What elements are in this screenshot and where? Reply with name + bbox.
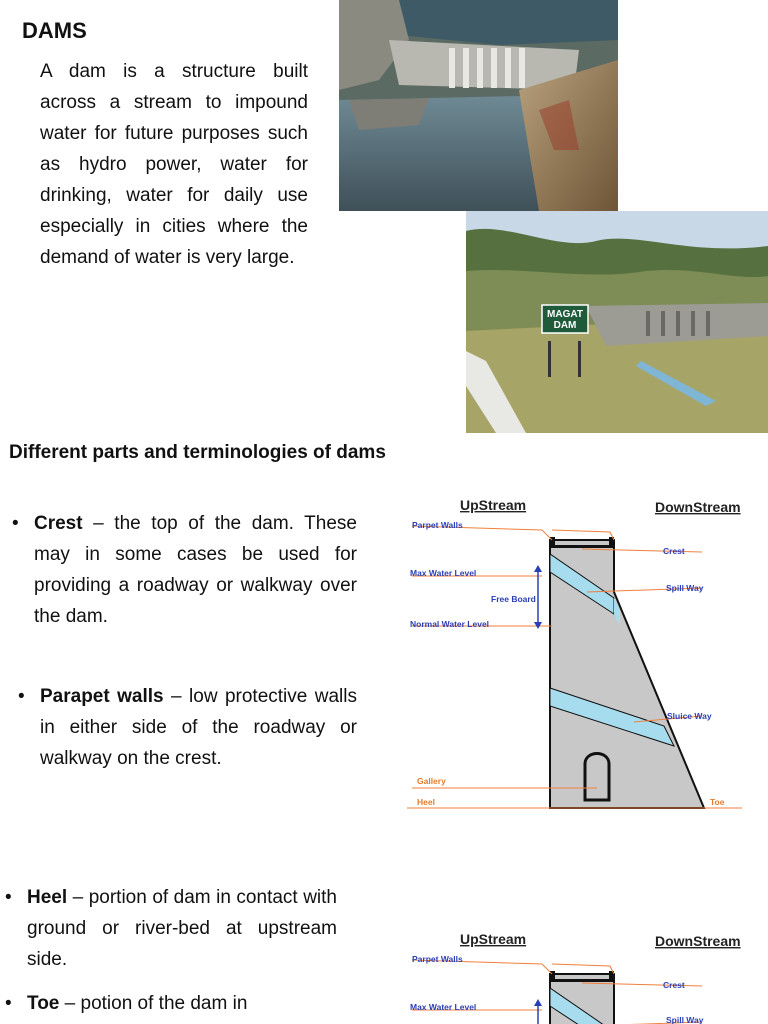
free-board-label: Free Board [491,594,536,604]
bullet-text: – low protective walls in either side of the roadway or walkway on the crest. [40,686,358,769]
intro-paragraph: A dam is a structure built across a stream to impound water for future purposes such as hydro power, water for drinking, water for daily use especially in cities where the demand of water is very large. [40,61,308,268]
normal-water-level-label: Normal Water Level [410,619,490,629]
bullet-dot: • [5,887,12,908]
bullet-crest [12,508,357,632]
spill-way-label: Spill Way [666,583,704,593]
bullet-dot: • [18,686,25,707]
bullet-parapet-walls [18,681,358,774]
bullet-term: Crest [34,513,83,534]
bullet-dot: • [12,513,19,534]
bullet-term: Toe [27,993,60,1014]
max-water-level-label: Max Water Level [410,1002,477,1012]
downstream-label: DownStream [655,933,741,949]
downstream-label: DownStream [655,499,741,515]
crest-label: Crest [663,980,685,990]
section-heading: Different parts and terminologies of dams [9,442,386,463]
bullet-term: Heel [27,887,68,908]
bullet-text: – the top of the dam. These may in some cases be used for providing a roadway or walkway over the dam. [34,513,357,627]
dam-cross-section-diagram-2 [402,926,762,1024]
bullet-toe [5,988,337,1019]
bullet-text: – potion of the dam in [59,993,248,1014]
spill-way-label: Spill Way [666,1015,704,1024]
dam-cross-section-diagram [402,492,762,814]
bullet-dot: • [5,993,12,1014]
bullet-heel [5,882,337,975]
sign-line1: MAGAT [547,309,583,320]
upstream-label: UpStream [460,497,527,513]
toe-label: Toe [710,797,725,807]
magat-dam-photo [466,211,768,433]
dam-aerial-photo [339,0,618,211]
bullet-text: – portion of dam in contact with ground or river-bed at upstream side. [27,887,337,970]
parapet-walls-label: Parpet Walls [412,954,463,964]
page-title: DAMS [22,18,87,43]
bullet-term: Parapet walls [40,686,164,707]
parapet-walls-label: Parpet Walls [412,520,463,530]
crest-label: Crest [663,546,685,556]
sign-line2: DAM [553,320,577,331]
heel-label: Heel [417,797,435,807]
sluice-way-label: Sluice Way [667,711,712,721]
max-water-level-label: Max Water Level [410,568,477,578]
upstream-label: UpStream [460,931,527,947]
gallery-label: Gallery [417,776,446,786]
